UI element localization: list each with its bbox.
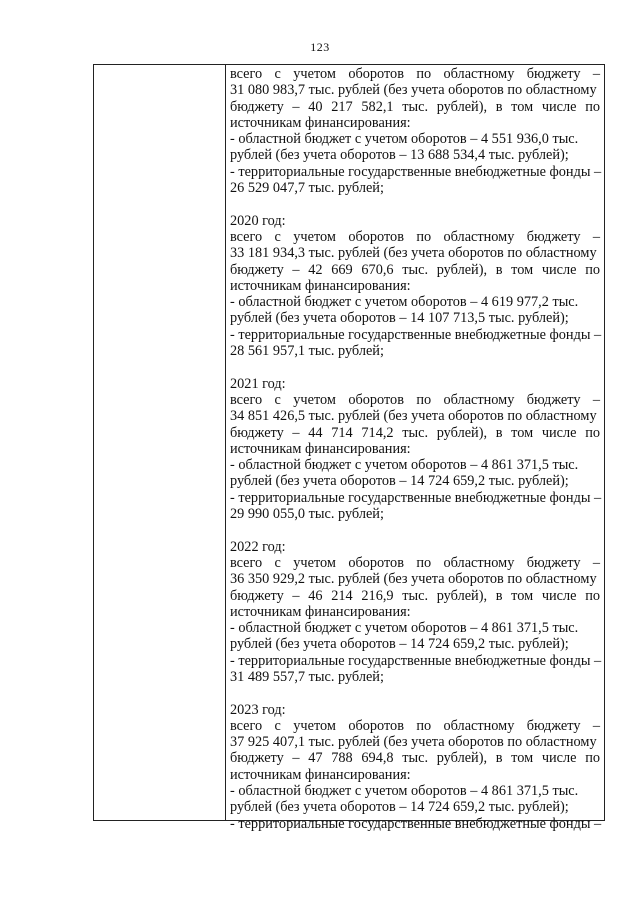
text-line: источникам финансирования:	[230, 277, 411, 294]
text-line: 33 181 934,3 тыс. рублей (без учета оборотов по областному	[230, 245, 597, 262]
text-line: 29 990 055,0 тыс. рублей;	[230, 506, 384, 523]
text-line: - территориальные государственные внебюджетные фонды –	[230, 163, 602, 180]
text-line: рублей (без учета оборотов – 14 724 659,2 тыс. рублей);	[230, 473, 569, 490]
text-line: 37 925 407,1 тыс. рублей (без учета оборотов по областному	[230, 734, 597, 751]
text-line: рублей (без учета оборотов – 14 724 659,2 тыс. рублей);	[230, 799, 569, 816]
text-line: бюджету – 44 714 714,2 тыс. рублей), в том числе по	[230, 424, 600, 441]
funding-text-cell	[230, 66, 600, 832]
page-number: 123	[310, 40, 330, 54]
year-block	[230, 539, 600, 686]
text-line: бюджету – 40 217 582,1 тыс. рублей), в том числе по	[230, 98, 600, 115]
text-line: 31 489 557,7 тыс. рублей;	[230, 668, 384, 685]
text-line: - территориальные государственные внебюджетные фонды –	[230, 489, 602, 506]
text-line: 31 080 983,7 тыс. рублей (без учета оборотов по областному	[230, 82, 597, 99]
text-line: - территориальные государственные внебюджетные фонды –	[230, 326, 602, 343]
text-line: всего с учетом оборотов по областному бюджету –	[230, 66, 600, 82]
text-line: источникам финансирования:	[230, 114, 411, 131]
year-heading: 2023 год:	[230, 701, 286, 718]
year-block	[230, 66, 600, 196]
text-line: 26 529 047,7 тыс. рублей;	[230, 180, 384, 197]
text-line: 28 561 957,1 тыс. рублей;	[230, 343, 384, 360]
year-heading: 2021 год:	[230, 375, 286, 392]
text-line: 36 350 929,2 тыс. рублей (без учета оборотов по областному	[230, 571, 597, 588]
text-line: рублей (без учета оборотов – 14 107 713,5 тыс. рублей);	[230, 310, 569, 327]
text-line: бюджету – 47 788 694,8 тыс. рублей), в том числе по	[230, 750, 600, 767]
text-line: - областной бюджет с учетом оборотов – 4 861 371,5 тыс.	[230, 620, 579, 637]
budget-table	[93, 64, 605, 832]
text-line: - областной бюджет с учетом оборотов – 4 861 371,5 тыс.	[230, 457, 579, 474]
year-heading: 2022 год:	[230, 538, 286, 555]
text-line: бюджету – 46 214 216,9 тыс. рублей), в том числе по	[230, 587, 600, 604]
text-line: всего с учетом оборотов по областному бюджету –	[230, 717, 600, 734]
text-line: всего с учетом оборотов по областному бюджету –	[230, 228, 600, 245]
text-line: источникам финансирования:	[230, 440, 411, 457]
text-line: - территориальные государственные внебюджетные фонды –	[230, 815, 602, 832]
column-divider	[225, 65, 226, 820]
year-block	[230, 376, 600, 523]
text-line: бюджету – 42 669 670,6 тыс. рублей), в том числе по	[230, 261, 600, 278]
text-line: рублей (без учета оборотов – 14 724 659,2 тыс. рублей);	[230, 636, 569, 653]
year-heading: 2020 год:	[230, 212, 286, 229]
text-line: всего с учетом оборотов по областному бюджету –	[230, 391, 600, 408]
text-line: рублей (без учета оборотов – 13 688 534,4 тыс. рублей);	[230, 147, 569, 164]
year-block	[230, 213, 600, 360]
text-line: - областной бюджет с учетом оборотов – 4 619 977,2 тыс.	[230, 294, 579, 311]
text-line: источникам финансирования:	[230, 603, 411, 620]
text-line: - областной бюджет с учетом оборотов – 4 861 371,5 тыс.	[230, 783, 579, 800]
text-line: всего с учетом оборотов по областному бюджету –	[230, 554, 600, 571]
year-block	[230, 702, 600, 832]
text-line: источникам финансирования:	[230, 766, 411, 783]
text-line: 34 851 426,5 тыс. рублей (без учета оборотов по областному	[230, 408, 597, 425]
text-line: - областной бюджет с учетом оборотов – 4 551 936,0 тыс.	[230, 131, 579, 148]
text-line: - территориальные государственные внебюджетные фонды –	[230, 652, 602, 669]
